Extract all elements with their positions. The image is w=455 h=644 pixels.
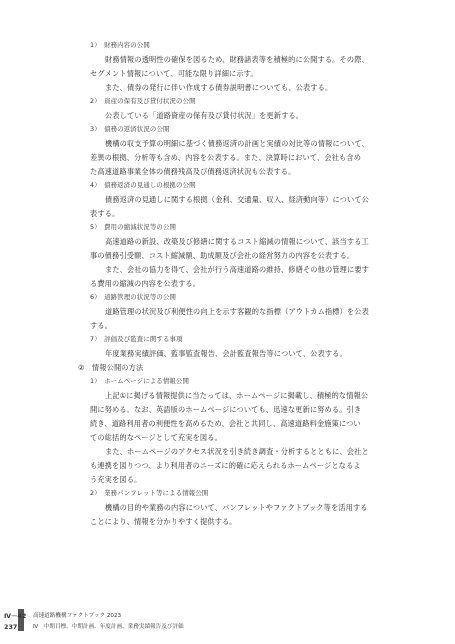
- body-line: た高速道路事業全体の債務残高及び債務返済状況も公表する。: [90, 167, 296, 176]
- section-heading: 5） 費用の縮減状況等の公開: [90, 223, 177, 231]
- body-line: ことにより、情報を分かりやすく提供する。: [90, 517, 237, 526]
- section-heading: 6） 道路管理の状況等の公開: [90, 293, 177, 301]
- chapter-title: Ⅳ 中期目標、中期計画、年度計画、業務実績報告及び評価: [33, 624, 184, 630]
- body-line: 機構の目的や業務の内容について、パンフレットやファクトブック等を活用する: [105, 503, 368, 512]
- body-line: 債務返済の見通しに関する根拠（金利、交通量、収入、経済動向等）について公: [105, 195, 370, 204]
- body-line: また、ホームページのアクセス状況を引き続き調査・分析するとともに、会社と: [105, 447, 369, 456]
- page-number: 237: [4, 623, 18, 631]
- body-line: 表する。: [90, 209, 120, 218]
- section-heading: 1） ホームページによる情報公開: [90, 377, 189, 385]
- body-line: も連携を図りつつ、より利用者のニーズに的確に応えられるホームページとなるよ: [90, 461, 361, 470]
- body-line: る費用の縮減の内容を公表する。: [90, 279, 201, 288]
- body-line: 上記①に掲げる情報提供に当たっては、ホームページに掲載し、積極的な情報公: [105, 391, 369, 400]
- body-line: する。: [90, 321, 113, 330]
- body-line: ての総括的なページとして充実を図る。: [90, 433, 222, 442]
- section-heading: 7） 評価及び監査に関する事項: [90, 335, 183, 343]
- body-line: ② 情報公開の方法: [78, 363, 144, 372]
- body-line: 差異の根拠、分析等も含め、内容を公表する。また、決算時において、会社も含め: [90, 153, 362, 162]
- body-line: 高速道路の新設、改築及び修繕に関するコスト縮減の情報について、該当する工: [105, 237, 369, 246]
- section-heading: 3） 債務の返済状況の公開: [90, 125, 170, 133]
- section-heading: 4） 債務返済の見通しの根拠の公開: [90, 181, 196, 189]
- section-heading: 2） 業務パンフレット等による情報公開: [90, 489, 209, 497]
- book-title: 高速道路機構ファクトブック 2023: [33, 613, 122, 619]
- body-line: 開に努める。なお、英語版のホームページについても、迅速な更新に努める。引き: [90, 405, 362, 414]
- body-line: 事の債務引受額、コスト縮減額、助成額及び会社の経営努力の内容を公表する。: [90, 251, 355, 260]
- section-heading: 2） 資産の保有及び貸付状況の公開: [90, 97, 196, 105]
- body-line: 年度業務実績評価、監事監査報告、会計監査報告等について、公表する。: [105, 349, 347, 358]
- body-line: セグメント情報について、可能な限り詳細に示す。: [90, 69, 258, 78]
- body-line: 公表している「道路資産の保有及び貸付状況」を更新する。: [105, 111, 304, 120]
- body-line: また、会社の協力を得て、会社が行う高速道路の維持、修繕その他の管理に要す: [105, 265, 370, 274]
- body-line: 機構の収支予算の明細に基づく債務返済の計画と実績の対比等の情報について、: [105, 139, 369, 148]
- body-line: う充実を図る。: [90, 475, 142, 484]
- section-page-number: Ⅳ－42: [4, 612, 27, 620]
- body-line: また、債券の発行に伴い作成する債券説明書についても、公表する。: [105, 83, 333, 92]
- body-line: 財務情報の透明性の確保を図るため、財務諸表等を積極的に公開する。その際、: [105, 55, 369, 64]
- body-line: 続き、道路利用者の利便性を高めるため、会社と共同し、高速道路料金施策につい: [90, 419, 361, 428]
- body-line: 道路管理の状況及び利便性の向上を示す客観的な指標（アウトカム指標）を公表: [105, 307, 369, 316]
- section-heading: 1） 財務内容の公開: [90, 41, 150, 49]
